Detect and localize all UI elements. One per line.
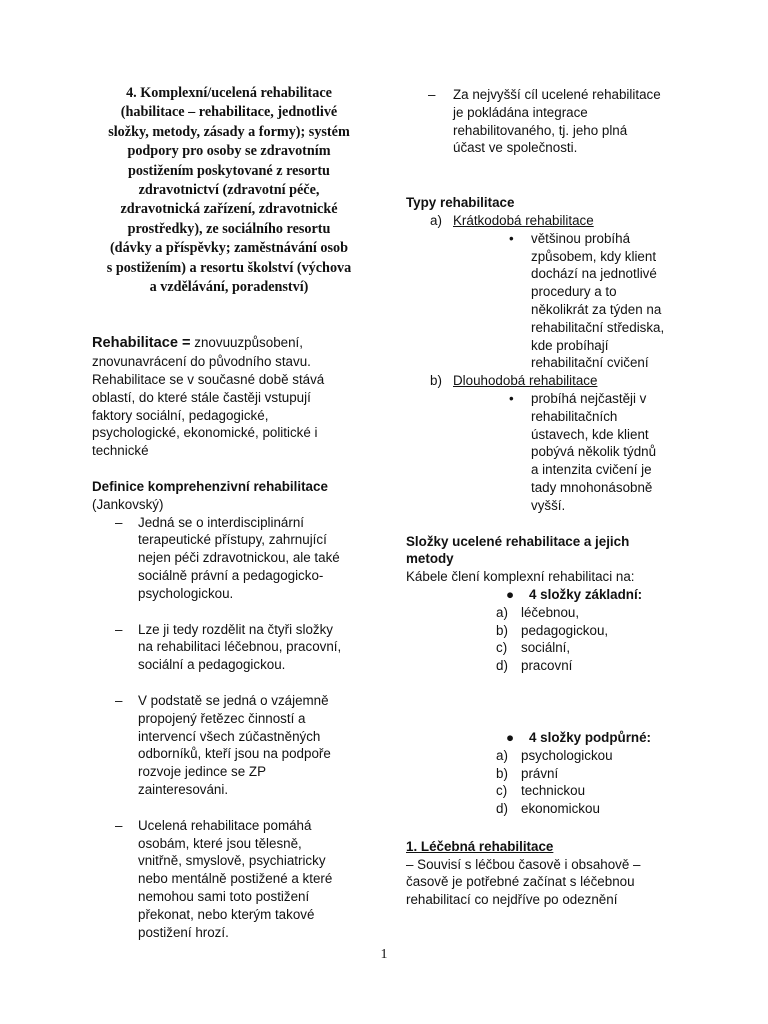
text-line: je pokládána integrace [453, 104, 588, 120]
rehabilitation-text [92, 353, 366, 460]
text-line: – Souvisí s léčbou časově i obsahově – [406, 856, 641, 872]
alpha-marker: a) [496, 604, 508, 620]
text-line: rehabilitací co nejdříve po odeznění [406, 892, 618, 908]
page-number: 1 [380, 947, 388, 962]
comprehensive-definition [92, 478, 366, 941]
text-line: překonat, nebo kterým takové [138, 906, 315, 922]
definition-list [92, 514, 366, 942]
text-line: psychologickou. [138, 585, 234, 601]
basic-components-list [406, 604, 681, 675]
text-line: faktory sociální, pedagogické, [92, 407, 269, 423]
item-text: psychologickou [521, 747, 613, 763]
medical-rehabilitation-section [406, 838, 681, 909]
title-line: složky, metody, zásady a formy); systém [108, 123, 350, 140]
text-line: vyšší. [531, 497, 566, 513]
text-line: procedury a to [531, 284, 617, 300]
type-item [406, 372, 681, 390]
definition-heading: Definice komprehenzivní rehabilitace [92, 479, 328, 495]
text-line: tady mnohonásobně [531, 479, 653, 495]
list-item [406, 86, 681, 157]
bullet-icon: • [509, 230, 514, 246]
text-line: a intenzita cvičení je [531, 462, 652, 478]
text-line: způsobem, kdy klient [531, 248, 657, 264]
text-line: zainteresováni. [138, 782, 229, 797]
list-item [406, 800, 681, 818]
text-line: oblastí, do které stále častěji vstupují [92, 389, 311, 405]
text-line: psychologické, ekonomické, politické i [92, 425, 318, 441]
text-line: probíhá nejčastěji v [531, 390, 647, 406]
text-line: metody [406, 551, 454, 567]
section-text [406, 856, 681, 909]
dash-marker: – [428, 87, 436, 102]
basic-components-heading: ● 4 složky základní: [506, 586, 643, 602]
text-line: vnitřně, smyslově, psychiatricky [138, 853, 326, 869]
text-line: Složky ucelené rehabilitace a jejich [406, 533, 630, 549]
text-line: rehabilitovaného, tj. jeho plná [453, 122, 628, 138]
title-line: zdravotnická zařízení, zdravotnické [120, 201, 338, 218]
chapter-title [92, 84, 366, 297]
text-line: Lze ji tedy rozdělit na čtyři složky [138, 621, 333, 637]
text-line: ústavech, kde klient [531, 426, 649, 442]
text-line: propojený řetězec činností a [138, 710, 306, 726]
item-text: ekonomickou [521, 801, 600, 817]
rehabilitation-term: Rehabilitace = [92, 335, 191, 352]
list-item [406, 765, 681, 783]
title-line: zdravotnictví (zdravotní péče, [138, 182, 320, 199]
alpha-marker: d) [496, 658, 508, 674]
list-item [406, 782, 681, 800]
definition-item [92, 514, 366, 603]
text-line: nebo mentálně postižené a které [138, 871, 333, 887]
left-column [92, 84, 366, 941]
components-section [406, 533, 681, 818]
title-line: (habilitace – rehabilitace, jednotlivé [120, 104, 338, 121]
text-line: znovunavrácení do původního stavu. [92, 354, 311, 370]
title-line: 4. Komplexní/ucelená rehabilitace [126, 85, 332, 101]
alpha-marker: d) [496, 801, 508, 817]
alpha-marker: c) [496, 640, 508, 656]
text-line: časově je potřebné začínat s léčebnou [406, 874, 635, 890]
alpha-marker: a) [430, 212, 442, 228]
alpha-marker: a) [496, 747, 508, 763]
text-line: sociálně právní a pedagogicko- [138, 568, 324, 584]
title-line: a vzdělávání, poradenství) [149, 279, 309, 296]
type-label: Krátkodobá rehabilitace [453, 212, 594, 228]
item-text: právní [521, 765, 559, 781]
text-line: většinou probíhá [531, 230, 631, 246]
title-line: podpory pro osoby se zdravotním [127, 143, 331, 160]
text-line: technické [92, 443, 149, 459]
support-components-list [406, 747, 681, 818]
type-detail [406, 230, 681, 372]
text-line: rozvoje jedince se ZP [138, 764, 267, 780]
list-item [406, 622, 681, 640]
dash-marker: – [115, 817, 123, 833]
title-line: s postižením) a resortu školství (výchova [106, 259, 352, 276]
alpha-marker: b) [496, 622, 508, 638]
text-line: Ucelená rehabilitace pomáhá [138, 817, 312, 833]
item-text: sociální, [521, 640, 571, 656]
text-line: Rehabilitace se v současné době stává [92, 372, 325, 388]
text-line: rehabilitační střediska, [531, 319, 665, 335]
text-line: několikrát za týden na [531, 301, 662, 317]
types-section [406, 194, 681, 514]
list-item [406, 639, 681, 657]
dash-marker: – [115, 621, 123, 637]
text-line: dochází na jednotlivé [531, 266, 657, 282]
alpha-marker: b) [430, 373, 442, 389]
title-line: (dávky a příspěvky; zaměstnávání osob [109, 240, 349, 257]
definition-author: (Jankovský) [92, 496, 164, 512]
title-line: prostředky), ze sociálního resortu [127, 220, 331, 237]
support-components-heading: ● 4 složky podpůrné: [506, 729, 652, 745]
text-line: rehabilitačních [531, 408, 618, 424]
list-item [406, 604, 681, 622]
text-line: na rehabilitaci léčebnou, pracovní, [138, 639, 342, 655]
definition-item [92, 692, 366, 799]
text-line: rehabilitační cvičení [531, 355, 649, 371]
definition-item [92, 817, 366, 942]
right-column [406, 86, 681, 909]
components-heading [406, 533, 681, 569]
item-text: léčebnou, [521, 604, 580, 620]
alpha-marker: b) [496, 765, 508, 781]
text-line: Jedná se o interdisciplinární [138, 514, 304, 530]
bullet-icon: ● [506, 586, 515, 602]
item-text: pracovní [521, 658, 573, 674]
text-line: intervencí všech zúčastněných [138, 728, 321, 744]
bullet-icon: ● [506, 729, 515, 745]
item-text: technickou [521, 783, 586, 799]
components-intro: Kábele člení komplexní rehabilitaci na: [406, 569, 635, 585]
rehabilitation-definition: Rehabilitace = znovuuzpůsobení, znovunavrácení do původního stavu. Rehabilitace se v současné době stává oblastí, do které stále častěji vstupují faktory sociální, pedagogické, psychologické, ekonomické, politické i technické [92, 334, 366, 460]
list-item [406, 657, 681, 675]
type-detail [406, 390, 681, 515]
text-line: sociální a pedagogickou. [138, 657, 286, 673]
text-line: účast ve společnosti. [453, 140, 578, 156]
text-line: odborníků, kteří jsou na podpoře [138, 746, 331, 762]
type-label: Dlouhodobá rehabilitace [453, 373, 598, 389]
text-line: osobám, které jsou tělesně, [138, 835, 302, 851]
text-line: pobývá několik týdnů [531, 444, 657, 460]
dash-marker: – [115, 514, 123, 530]
alpha-marker: c) [496, 783, 508, 799]
goal-list [406, 86, 681, 157]
types-heading: Typy rehabilitace [406, 195, 515, 211]
text-line: terapeutické přístupy, zahrnující [138, 532, 327, 548]
dash-marker: – [115, 693, 123, 709]
text-line: kde probíhají [531, 337, 609, 353]
types-list [406, 212, 681, 515]
bullet-icon: • [509, 390, 514, 406]
title-line: postižením poskytované z resortu [128, 162, 330, 179]
definition-item [92, 621, 366, 674]
text-line: V podstatě se jedná o vzájemně [138, 693, 329, 709]
item-text: pedagogickou, [521, 622, 609, 638]
text-line: nemohou sami toto postižení [138, 888, 310, 904]
section-heading: 1. Léčebná rehabilitace [406, 838, 554, 854]
text-line: nejen péči zdravotnickou, ale také [138, 550, 340, 566]
type-item [406, 212, 681, 230]
text-line: Za nejvyšší cíl ucelené rehabilitace [453, 87, 661, 102]
list-item [406, 747, 681, 765]
text-line: postižení hrozí. [138, 924, 229, 940]
